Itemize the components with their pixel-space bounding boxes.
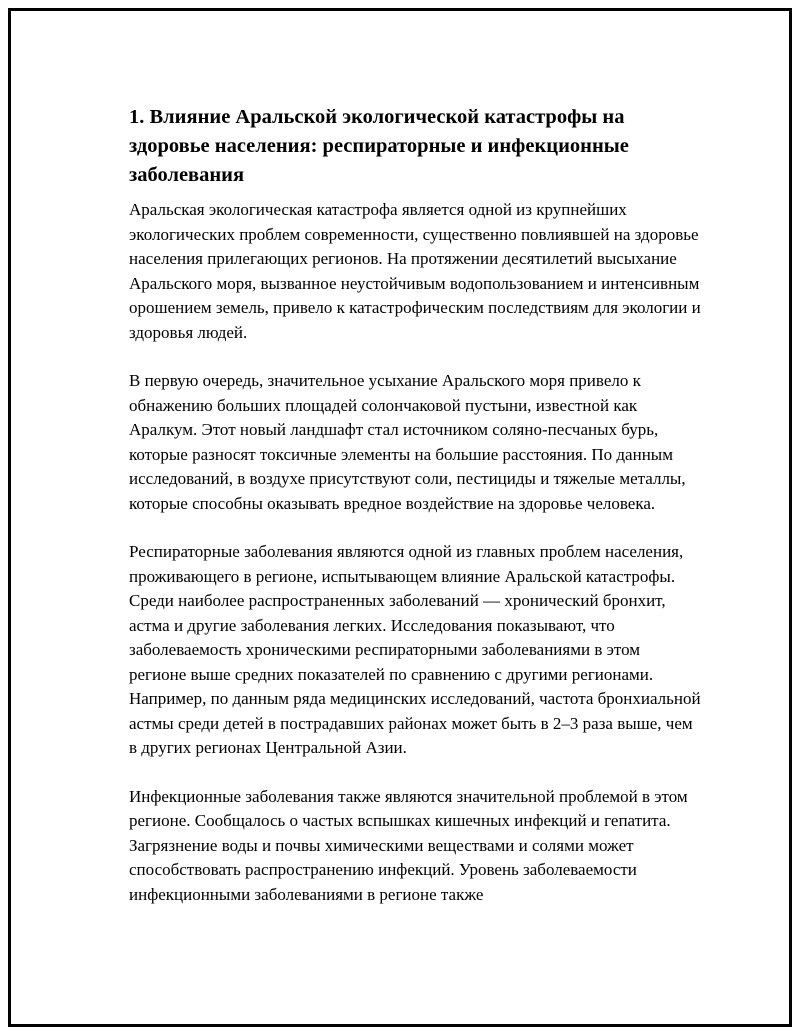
page-frame <box>8 8 792 1027</box>
paragraph-infectious: Инфекционные заболевания также являются значительной проблемой в этом регионе. Сообщалось о частых вспышках кишечных инфекций и гепатита. Загрязнение воды и почвы химическими веществами и солями может способствовать распространению инфекций. Уровень заболеваемости инфекционными заболеваниями в регионе также <box>129 786 688 904</box>
document-body <box>129 103 701 931</box>
paragraph-intro: Аральская экологическая катастрофа является одной из крупнейших экологических проблем современности, существенно повлиявшей на здоровье населения прилегающих регионов. На протяжении десятилетий высыхание Аральского моря, вызванное неустойчивым водопользованием и интенсивным орошением земель, привело к катастрофическим последствиям для экологии и здоровья людей. <box>129 200 701 342</box>
paragraph-aralkum: В первую очередь, значительное усыхание Аральского моря привело к обнажению больших площадей солончаковой пустыни, известной как Аралкум. Этот новый ландшафт стал источником соляно-песчаных бурь, которые разносят токсичные элементы на большие расстояния. По данным исследований, в воздухе присутствуют соли, пестициды и тяжелые металлы, которые способны оказывать вредное воздействие на здоровье человека. <box>129 371 686 513</box>
section-heading: 1. Влияние Аральской экологической катастрофы на здоровье населения: респираторные и инфекционные заболевания <box>129 106 629 186</box>
paragraph-respiratory: Респираторные заболевания являются одной из главных проблем населения, проживающего в регионе, испытывающем влияние Аральской катастрофы. Среди наиболее распространенных заболеваний — хронический бронхит, астма и другие заболевания легких. Исследования показывают, что заболеваемость хроническими респираторными заболеваниями в этом регионе выше средних показателей по сравнению с другими регионами. Например, по данным ряда медицинских исследований, частота бронхиальной астмы среди детей в пострадавших районах может быть в 2–3 раза выше, чем в других регионах Центральной Азии. <box>129 542 701 757</box>
